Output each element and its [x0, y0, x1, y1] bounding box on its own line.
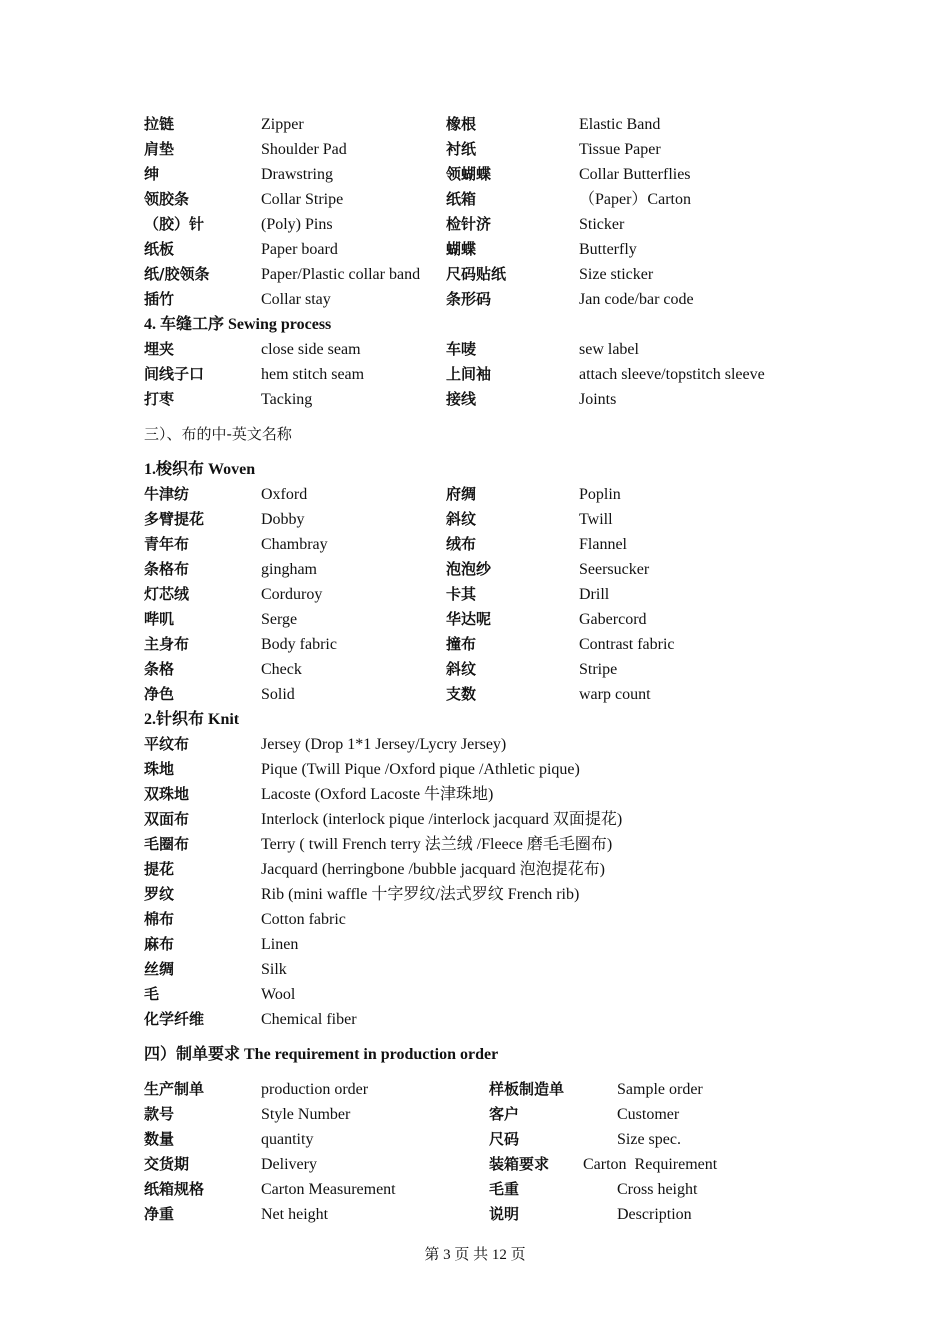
table-row — [144, 832, 844, 857]
term-chinese: 麻布 — [144, 935, 175, 953]
table-row — [144, 262, 844, 287]
term-chinese: 样板制造单 — [489, 1080, 565, 1098]
table-row — [144, 607, 844, 632]
term-chinese: 条形码 — [446, 290, 492, 308]
table-row — [144, 1102, 844, 1127]
term-english: Corduroy — [261, 586, 323, 603]
term-english: Tacking — [261, 391, 313, 408]
term-chinese: 上间袖 — [446, 365, 492, 383]
sewing-table — [144, 337, 844, 412]
term-english: Net height — [261, 1206, 329, 1223]
table-row — [144, 482, 844, 507]
term-english: Seersucker — [579, 561, 650, 578]
term-chinese: 纸箱 — [446, 190, 477, 208]
term-chinese: 衬纸 — [446, 140, 477, 158]
term-chinese: 多臂提花 — [144, 510, 205, 528]
term-chinese: 条格 — [144, 660, 175, 678]
term-chinese: 牛津纺 — [144, 485, 190, 503]
term-chinese: 款号 — [144, 1105, 175, 1123]
term-english: quantity — [261, 1131, 314, 1148]
table-row — [144, 387, 844, 412]
term-chinese: 插竹 — [144, 290, 175, 308]
page-footer: 第 3 页 共 12 页 — [424, 1247, 526, 1263]
document-page — [144, 112, 844, 1227]
order-table — [144, 1077, 844, 1227]
term-english: Size sticker — [579, 266, 654, 283]
term-english: close side seam — [261, 341, 361, 358]
term-chinese: 灯芯绒 — [144, 585, 190, 603]
term-english: Customer — [617, 1106, 680, 1123]
term-chinese: 提花 — [144, 860, 175, 878]
term-chinese: 丝绸 — [144, 960, 175, 978]
term-english: Carton Measurement — [261, 1181, 396, 1198]
table-row — [144, 112, 844, 137]
term-english: （Paper）Carton — [579, 191, 691, 208]
table-row — [144, 162, 844, 187]
term-english: Pique (Twill Pique /Oxford pique /Athletic pique) — [261, 761, 580, 778]
term-english: Dobby — [261, 511, 305, 528]
term-english: Tissue Paper — [579, 141, 661, 158]
term-chinese: 说明 — [489, 1205, 520, 1223]
term-chinese: 净重 — [144, 1205, 175, 1223]
table-row — [144, 1202, 844, 1227]
term-chinese: 检针济 — [446, 215, 492, 233]
section-heading — [144, 312, 844, 337]
term-chinese: 绅 — [144, 165, 160, 183]
sewing-heading: 4. 车缝工序 Sewing process — [144, 316, 332, 333]
term-english: Joints — [579, 391, 617, 408]
term-english: gingham — [261, 561, 317, 578]
table-row — [144, 1127, 844, 1152]
table-row — [144, 632, 844, 657]
term-english: Stripe — [579, 661, 618, 678]
term-english: warp count — [579, 686, 651, 703]
table-row — [144, 337, 844, 362]
term-english: Silk — [261, 961, 287, 978]
term-english: Butterfly — [579, 241, 637, 258]
term-english: Chemical fiber — [261, 1011, 357, 1028]
woven-heading: 1.梭织布 Woven — [144, 461, 256, 478]
term-chinese: 生产制单 — [144, 1080, 205, 1098]
term-english: Check — [261, 661, 302, 678]
term-chinese: 毛 — [144, 985, 160, 1003]
term-chinese: 装箱要求 — [489, 1155, 550, 1173]
term-chinese: 支数 — [446, 685, 477, 703]
term-chinese: 平纹布 — [144, 735, 190, 753]
table-row — [144, 137, 844, 162]
term-english: Oxford — [261, 486, 308, 503]
table-row — [144, 857, 844, 882]
term-english: Serge — [261, 611, 298, 628]
section-heading — [144, 457, 844, 482]
table-row — [144, 882, 844, 907]
term-english: Sticker — [579, 216, 625, 233]
term-chinese: 撞布 — [446, 635, 477, 653]
term-chinese: 领蝴蝶 — [446, 165, 492, 183]
term-english: Carton Requirement — [583, 1156, 718, 1173]
term-chinese: 肩垫 — [144, 140, 175, 158]
term-chinese: 斜纹 — [446, 660, 477, 678]
term-english: Terry ( twill French terry 法兰绒 /Fleece 磨毛毛圈布) — [261, 836, 613, 853]
term-chinese: 纸箱规格 — [144, 1180, 205, 1198]
term-english: Drawstring — [261, 166, 333, 183]
term-english: Collar Stripe — [261, 191, 344, 208]
table-row — [144, 807, 844, 832]
table-row — [144, 187, 844, 212]
term-chinese: 斜纹 — [446, 510, 477, 528]
table-row — [144, 1007, 844, 1032]
term-chinese: 尺码 — [489, 1130, 520, 1148]
term-chinese: 打枣 — [144, 390, 175, 408]
term-english: Poplin — [579, 486, 621, 503]
term-english: Zipper — [261, 116, 304, 133]
table-row — [144, 1177, 844, 1202]
table-row — [144, 957, 844, 982]
knit-table — [144, 732, 844, 1032]
term-chinese: 拉链 — [144, 115, 175, 133]
term-chinese: 哔叽 — [144, 610, 175, 628]
term-english: Paper board — [261, 241, 338, 258]
knit-heading: 2.针织布 Knit — [144, 711, 240, 728]
term-english: Contrast fabric — [579, 636, 675, 653]
table-row — [144, 732, 844, 757]
section-heading — [144, 707, 844, 732]
term-chinese: 条格布 — [144, 560, 190, 578]
term-chinese: （胶）针 — [144, 215, 205, 233]
table-row — [144, 582, 844, 607]
section-heading — [144, 1042, 844, 1067]
term-chinese: 珠地 — [144, 760, 175, 778]
term-english: Flannel — [579, 536, 627, 553]
term-chinese: 毛重 — [489, 1180, 520, 1198]
woven-table — [144, 482, 844, 707]
term-chinese: 蝴蝶 — [446, 240, 477, 258]
term-english: Chambray — [261, 536, 328, 553]
term-english: Size spec. — [617, 1131, 681, 1148]
table-row — [144, 212, 844, 237]
term-english: Cross height — [617, 1181, 698, 1198]
table-row — [144, 287, 844, 312]
term-chinese: 间线子口 — [144, 365, 205, 383]
term-chinese: 化学纤维 — [144, 1010, 205, 1028]
term-chinese: 尺码贴纸 — [446, 265, 507, 283]
term-chinese: 毛圈布 — [144, 835, 190, 853]
term-english: production order — [261, 1081, 369, 1098]
table-row — [144, 362, 844, 387]
table-row — [144, 982, 844, 1007]
term-english: Rib (mini waffle 十字罗纹/法式罗纹 French rib) — [261, 886, 580, 903]
table-row — [144, 657, 844, 682]
term-english: Paper/Plastic collar band — [261, 266, 421, 283]
table-row — [144, 507, 844, 532]
term-chinese: 棉布 — [144, 910, 175, 928]
term-english: Elastic Band — [579, 116, 661, 133]
term-chinese: 绒布 — [446, 535, 477, 553]
table-row — [144, 237, 844, 262]
term-english: Gabercord — [579, 611, 647, 628]
term-english: sew label — [579, 341, 639, 358]
term-english: Interlock (interlock pique /interlock jacquard 双面提花) — [261, 811, 623, 828]
term-english: Shoulder Pad — [261, 141, 347, 158]
term-chinese: 埋夹 — [144, 340, 175, 358]
term-english: Wool — [261, 986, 296, 1003]
term-english: Drill — [579, 586, 610, 603]
term-english: hem stitch seam — [261, 366, 365, 383]
term-english: Description — [617, 1206, 692, 1223]
term-chinese: 华达呢 — [446, 610, 492, 628]
term-chinese: 橡根 — [446, 115, 477, 133]
term-chinese: 领胶条 — [144, 190, 190, 208]
term-english: Style Number — [261, 1106, 351, 1123]
section-heading — [144, 422, 844, 447]
term-english: Collar stay — [261, 291, 331, 308]
term-english: Linen — [261, 936, 299, 953]
term-chinese: 双面布 — [144, 810, 190, 828]
table-row — [144, 907, 844, 932]
term-english: Jan code/bar code — [579, 291, 694, 308]
table-row — [144, 757, 844, 782]
term-english: Cotton fabric — [261, 911, 346, 928]
term-english: Sample order — [617, 1081, 703, 1098]
accessories-table — [144, 112, 844, 312]
table-row — [144, 932, 844, 957]
term-english: Collar Butterflies — [579, 166, 691, 183]
table-row — [144, 557, 844, 582]
term-english: Solid — [261, 686, 295, 703]
table-row — [144, 1152, 844, 1177]
table-row — [144, 782, 844, 807]
term-chinese: 卡其 — [446, 585, 477, 603]
order-heading: 四）制单要求 The requirement in production order — [144, 1046, 499, 1063]
term-english: Jersey (Drop 1*1 Jersey/Lycry Jersey) — [261, 736, 507, 753]
term-chinese: 交货期 — [144, 1155, 190, 1173]
term-chinese: 车唛 — [446, 340, 477, 358]
term-chinese: 数量 — [144, 1130, 175, 1148]
term-english: Lacoste (Oxford Lacoste 牛津珠地) — [261, 786, 494, 803]
table-row — [144, 532, 844, 557]
term-chinese: 纸板 — [144, 240, 175, 258]
table-row — [144, 682, 844, 707]
term-english: attach sleeve/topstitch sleeve — [579, 366, 765, 383]
term-chinese: 泡泡纱 — [446, 560, 492, 578]
term-chinese: 客户 — [489, 1105, 520, 1123]
term-english: (Poly) Pins — [261, 216, 333, 233]
term-chinese: 接线 — [446, 390, 477, 408]
term-chinese: 罗纹 — [144, 885, 175, 903]
term-english: Jacquard (herringbone /bubble jacquard 泡泡提花布) — [261, 861, 605, 878]
term-chinese: 双珠地 — [144, 785, 190, 803]
term-english: Body fabric — [261, 636, 337, 653]
term-chinese: 纸/胶领条 — [144, 265, 210, 283]
table-row — [144, 1077, 844, 1102]
term-chinese: 净色 — [144, 685, 175, 703]
term-english: Delivery — [261, 1156, 317, 1173]
term-chinese: 青年布 — [144, 535, 190, 553]
fabric-section-heading: 三）、布的中-英文名称 — [144, 425, 292, 443]
term-chinese: 主身布 — [144, 635, 190, 653]
term-english: Twill — [579, 511, 613, 528]
term-chinese: 府绸 — [446, 485, 477, 503]
